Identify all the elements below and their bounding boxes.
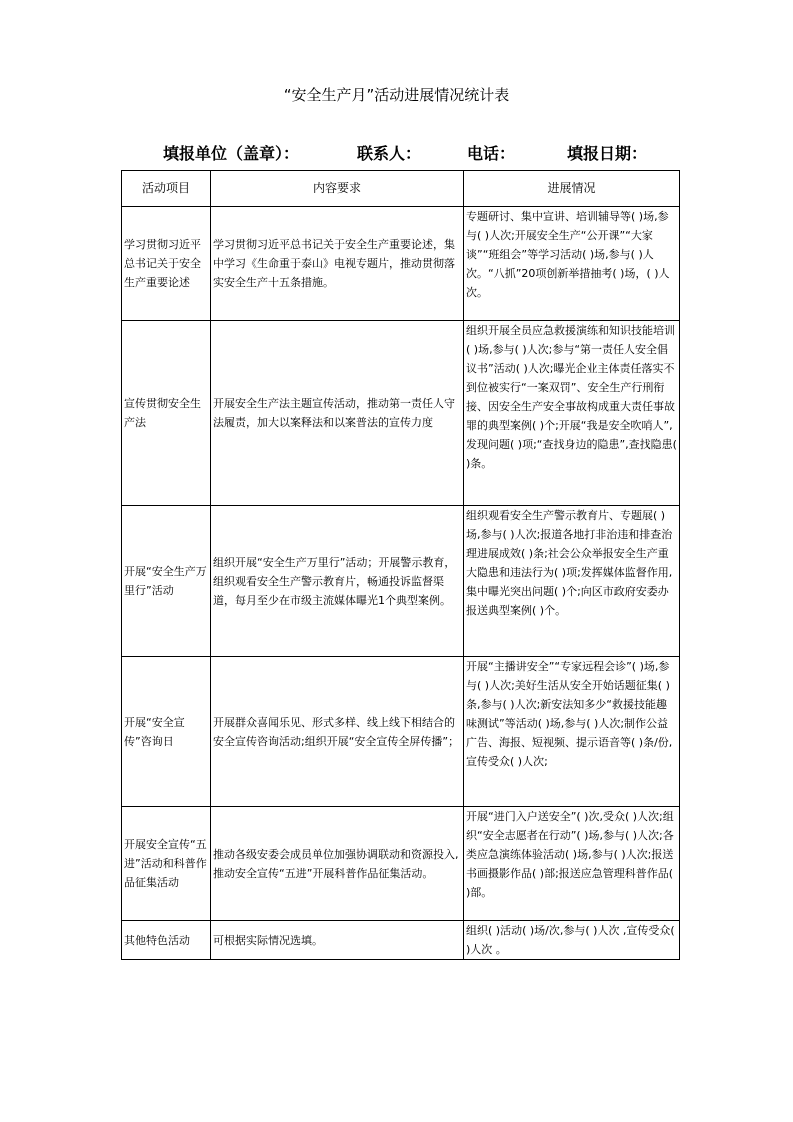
progress-cell: 专题研讨、集中宣讲、培训辅导等( )场,参与( )人次;开展安全生产“公开课”“大家谈”“班组会”等学习活动( )场,参与( )人次。“八抓”20项创新举措抽考( )场，( )人次。	[464, 207, 680, 321]
content-requirement-cell: 学习贯彻习近平总书记关于安全生产重要论述，集中学习《生命重于泰山》电视专题片，推动贯彻落实安全生产十五条措施。	[211, 207, 464, 321]
progress-cell: 组织( )活动( )场/次,参与( )人次 ,宣传受众( )人次 。	[464, 921, 680, 960]
date-label: 填报日期：	[567, 144, 648, 163]
table-row	[122, 321, 680, 506]
progress-cell: 组织开展全员应急救援演练和知识技能培训( )场,参与( )人次;参与“第一责任人安全倡议书”活动( )人次;曝光企业主体责任落实不到位被实行“一案双罚”、安全生产行刑衔接、因安全生产安全事故构成重大责任事故罪的典型案例( )个;开展“我是安全吹哨人”,发现问题( )项;“查找身边的隐患”,查找隐患( )条。	[464, 321, 680, 506]
contact-label: 联系人：	[357, 144, 422, 163]
content-requirement-cell: 推动各级安委会成员单位加强协调联动和资源投入,推动安全宣传“五进”开展科普作品征集活动。	[211, 807, 464, 921]
activity-item-cell: 宣传贯彻安全生产法	[122, 321, 211, 506]
progress-cell: 开展“主播讲安全”“专家远程会诊”( )场,参与( )人次;美好生活从安全开始话题征集( )条,参与( )人次;新安法知多少“救援技能趣味测试”等活动( )场,参与( )人次;制作公益广告、海报、短视频、提示语音等( )条/份,宣传受众( )人次;	[464, 657, 680, 807]
progress-table	[121, 170, 680, 960]
column-header-progress: 进展情况	[464, 171, 680, 207]
progress-cell: 组织观看安全生产警示教育片、专题展( )场,参与( )人次;报道各地打非治违和排查治理进展成效( )条;社会公众举报安全生产重大隐患和违法行为( )项;发挥媒体监督作用,集中曝光突出问题( )个;向区市政府安委办报送典型案例( )个。	[464, 506, 680, 657]
column-header-item: 活动项目	[122, 171, 211, 207]
activity-item-cell: 其他特色活动	[122, 921, 211, 960]
phone-label: 电话：	[467, 144, 516, 163]
form-header	[0, 141, 793, 163]
content-requirement-cell: 开展安全生产法主题宣传活动，推动第一责任人守法履责，加大以案释法和以案普法的宣传力度	[211, 321, 464, 506]
table-row	[122, 207, 680, 321]
activity-item-cell: 开展“安全宣传”咨询日	[122, 657, 211, 807]
activity-item-cell: 学习贯彻习近平总书记关于安全生产重要论述	[122, 207, 211, 321]
table-row	[122, 921, 680, 960]
activity-item-cell: 开展安全宣传“五进”活动和科普作品征集活动	[122, 807, 211, 921]
unit-label: 填报单位（盖章）：	[163, 144, 300, 163]
table-header-row	[122, 171, 680, 207]
content-requirement-cell: 开展群众喜闻乐见、形式多样、线上线下相结合的安全宣传咨询活动;组织开展“安全宣传全屏传播”；	[211, 657, 464, 807]
activity-item-cell: 开展“安全生产万里行”活动	[122, 506, 211, 657]
page-title: “安全生产月”活动进展情况统计表	[283, 86, 510, 104]
content-requirement-cell: 可根据实际情况选填。	[211, 921, 464, 960]
table-row	[122, 657, 680, 807]
column-header-content: 内容要求	[211, 171, 464, 207]
table-row	[122, 807, 680, 921]
content-requirement-cell: 组织开展“安全生产万里行”活动；开展警示教育，组织观看安全生产警示教育片，畅通投诉监督渠道，每月至少在市级主流媒体曝光1个典型案例。	[211, 506, 464, 657]
table-row	[122, 506, 680, 657]
progress-cell: 开展“进门入户送安全”( )次,受众( )人次;组织“安全志愿者在行动”( )场,参与( )人次;各类应急演练体验活动( )场,参与( )人次;报送书画摄影作品( )部;报送应急管理科普作品( )部。	[464, 807, 680, 921]
